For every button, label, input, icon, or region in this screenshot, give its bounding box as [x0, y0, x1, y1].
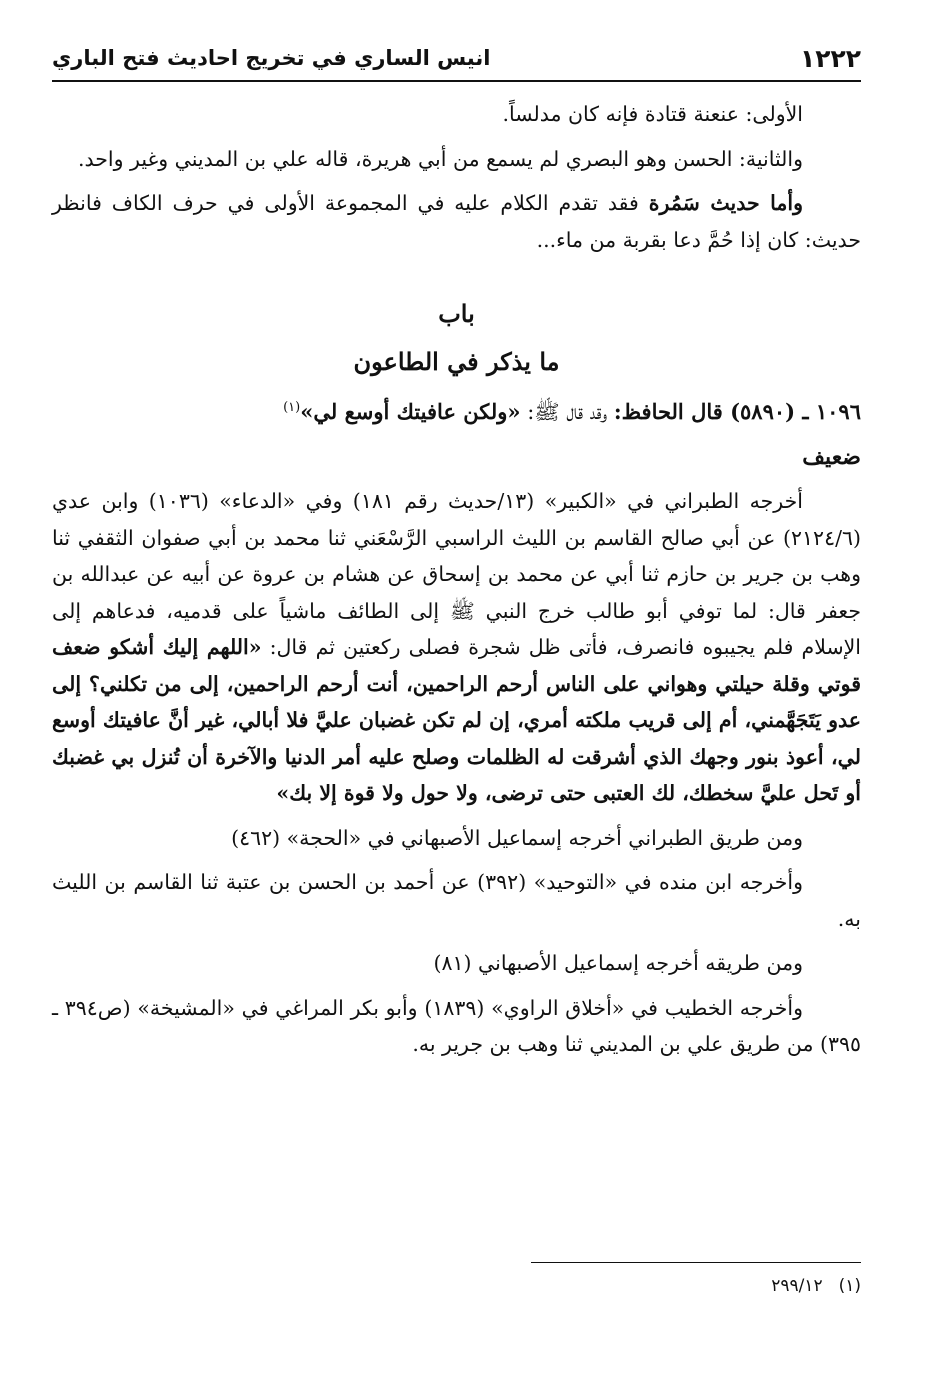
samura-rest: فقد تقدم الكلام عليه في المجموعة الأولى في حرف الكاف فانظر حديث: كان إذا حُمَّ دعا بقربة من ماء... [52, 191, 861, 252]
page-body [52, 96, 861, 1071]
paragraph-tawhid: وأخرجه ابن منده في «التوحيد» (٣٩٢) عن أحمد بن الحسن بن عتبة ثنا القاسم بن الليث به. [52, 870, 861, 931]
hadith-quote: «ولكن عافيتك أوسع لي» [300, 399, 521, 424]
header-rule [52, 80, 861, 82]
footnote-marker: (١) [838, 1276, 861, 1296]
takhrij-supplication: «اللهم إليك أشكو ضعف قوتي وقلة حيلتي وهواني على الناس أرحم الراحمين، أنت أرحم الراحمين، إلى من تكلني؟ إلى عدو يَتَجَهَّمني، أم إلى قريب ملكته أمري، إن لم تكن غضبان عليَّ فلا أبالي، غير أنَّ عافيتك أوسع لي، أعوذ بنور وجهك الذي أشرقت له الظلمات وصلح عليه أمر الدنيا والآخرة أن تُنزل بي غضبك أو تَحل عليَّ سخطك، لك العتبى حتى ترضى، ولا حول ولا قوة إلا بك» [52, 635, 861, 805]
footnote-rule [531, 1262, 861, 1263]
footnote-reference: (١) [283, 400, 301, 415]
page-number: ١٢٢٢ [799, 43, 861, 73]
running-title: انيس الساري في تخريج احاديث فتح الباري [52, 46, 491, 70]
hadith-intro: وقد قال ﷺ: [520, 400, 614, 424]
paragraph-asbahani: ومن طريقه أخرجه إسماعيل الأصبهاني (٨١) [433, 951, 803, 975]
footnote-text: ٢٩٩/١٢ [771, 1276, 823, 1296]
paragraph-first-flaw: الأولى: عنعنة قتادة فإنه كان مدلساً. [502, 102, 803, 126]
spacer [52, 266, 861, 294]
paragraph-takhrij [52, 483, 861, 812]
chapter-title: ما يذكر في الطاعون [353, 347, 560, 376]
paragraph-second-flaw: والثانية: الحسن وهو البصري لم يسمع من أبي هريرة، قاله علي بن المديني وغير واحد. [77, 146, 803, 171]
hadith-heading [52, 390, 861, 431]
hadith-grade: ضعيف [802, 443, 861, 470]
hadith-number: ١٠٩٦ ـ (٥٨٩٠) قال الحافظ: [613, 399, 861, 424]
paragraph-khatib: وأخرجه الخطيب في «أخلاق الراوي» (١٨٣٩) وأبو بكر المراغي في «المشيخة» (ص٣٩٤ ـ ٣٩٥) من طريق علي بن المديني ثنا وهب بن جرير به. [52, 995, 861, 1056]
footnote [755, 1276, 861, 1296]
paragraph-samura [52, 185, 861, 258]
takhrij-text: أخرجه الطبراني في «الكبير» (١٣/حديث رقم ١٨١) وفي «الدعاء» (١٠٣٦) وابن عدي (٢١٢٤/٦) عن أبي صالح القاسم بن الليث الراسبي الرَّسْعَني ثنا محمد بن أبي صفوان الثقفي ثنا وهب بن جرير بن حازم ثنا أبي عن محمد بن إسحاق عن هشام بن عروة عن أبيه عن عبدالله بن جعفر قال: لما توفي أبو طالب خرج النبي ﷺ إلى الطائف ماشياً على قدميه، فدعاهم إلى الإسلام فلم يجيبوه فانصرف، فأتى ظل شجرة فصلى ركعتين ثم قال: [52, 489, 862, 659]
paragraph-hujja: ومن طريق الطبراني أخرجه إسماعيل الأصبهاني في «الحجة» (٤٦٢) [231, 825, 803, 850]
chapter-label: باب [438, 299, 475, 328]
samura-lead: وأما حديث سَمُرة [648, 191, 803, 215]
page-header [52, 38, 861, 78]
